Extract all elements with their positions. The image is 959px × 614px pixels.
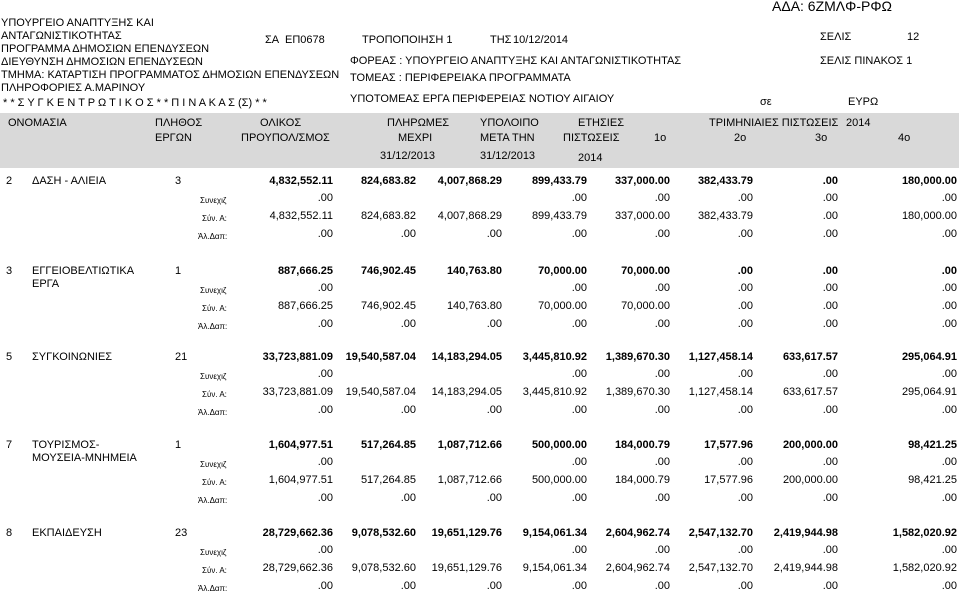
syn-a-value: .00 xyxy=(822,210,838,222)
main-value: 382,433.79 xyxy=(697,175,753,187)
group-code: 3 xyxy=(6,265,13,277)
syn-a-value: 887,666.25 xyxy=(277,300,333,312)
al-dap-value: .00 xyxy=(941,580,957,592)
col-plithos: ΠΛΗΘΟΣ xyxy=(155,117,203,129)
main-value: 98,421.25 xyxy=(908,439,957,451)
main-value: .00 xyxy=(737,265,753,277)
main-value: 200,000.00 xyxy=(782,439,838,451)
al-dap-value: .00 xyxy=(486,318,502,330)
syn-a-value: 746,902.45 xyxy=(360,300,416,312)
al-dap-value: .00 xyxy=(486,580,502,592)
syn-a-value: 1,582,020.92 xyxy=(892,562,957,574)
syn-a-value: 4,832,552.11 xyxy=(269,210,333,222)
main-value: 140,763.80 xyxy=(446,265,502,277)
al-dap-label: Άλ.Δαπ: xyxy=(198,232,228,241)
syn-a-value: 140,763.80 xyxy=(446,300,502,312)
synech-value: .00 xyxy=(822,544,838,556)
synech-value: .00 xyxy=(737,368,753,380)
main-value: 17,577.96 xyxy=(704,439,753,451)
col-q4: 4ο xyxy=(898,132,911,144)
col-onomasia: ΟΝΟΜΑΣΙΑ xyxy=(8,117,67,129)
synech-label: Συνεχιζ xyxy=(200,548,227,557)
main-value: 184,000.79 xyxy=(614,439,670,451)
al-dap-label: Άλ.Δαπ: xyxy=(198,584,228,593)
synech-value: .00 xyxy=(822,282,838,294)
col-mexri-date: 31/12/2013 xyxy=(380,150,436,162)
al-dap-value: .00 xyxy=(486,228,502,240)
group-name: ΜΟΥΣΕΙΑ-ΜΝΗΜΕΙΑ xyxy=(32,452,137,464)
col-triminiaies: ΤΡΙΜΗΝΙΑΙΕΣ ΠΙΣΤΩΣΕΙΣ xyxy=(709,117,839,129)
main-value: 295,064.91 xyxy=(901,351,957,363)
al-dap-value: .00 xyxy=(486,404,502,416)
group-code: 8 xyxy=(6,527,13,539)
al-dap-value: .00 xyxy=(654,492,670,504)
group-name: ΕΡΓΑ xyxy=(32,278,60,290)
main-value: 2,604,962.74 xyxy=(605,527,670,539)
al-dap-value: .00 xyxy=(571,228,587,240)
al-dap-value: .00 xyxy=(571,580,587,592)
synech-value: .00 xyxy=(941,368,957,380)
syn-a-value: 9,154,061.34 xyxy=(522,562,587,574)
group-count: 1 xyxy=(175,439,182,451)
al-dap-value: .00 xyxy=(941,492,957,504)
syn-a-label: Σύν. Α: xyxy=(202,214,227,223)
sa-code: ΕΠ0678 xyxy=(285,34,325,46)
group-name: ΕΚΠΑΙΔΕΥΣΗ xyxy=(32,527,102,539)
main-value: 2,547,132.70 xyxy=(688,527,753,539)
syn-a-value: 28,729,662.36 xyxy=(262,562,333,574)
org-line-3: ΠΡΟΓΡΑΜΜΑ ΔΗΜΟΣΙΩΝ ΕΠΕΝΔΥΣΕΩΝ xyxy=(1,43,210,55)
synech-value: .00 xyxy=(737,282,753,294)
syn-a-value: 200,000.00 xyxy=(782,474,838,486)
synech-value: .00 xyxy=(654,282,670,294)
synech-value: .00 xyxy=(571,544,587,556)
synech-value: .00 xyxy=(571,368,587,380)
synech-label: Συνεχιζ xyxy=(200,286,227,295)
main-value: 4,832,552.11 xyxy=(269,175,333,187)
syn-a-value: 70,000.00 xyxy=(621,300,670,312)
syn-a-value: 184,000.79 xyxy=(614,474,670,486)
al-dap-value: .00 xyxy=(400,318,416,330)
main-value: 9,154,061.34 xyxy=(522,527,587,539)
synech-value: .00 xyxy=(571,456,587,468)
group-count: 23 xyxy=(175,527,188,539)
synech-value: .00 xyxy=(822,456,838,468)
al-dap-value: .00 xyxy=(941,318,957,330)
main-value: 2,419,944.98 xyxy=(773,527,838,539)
col-trim-year: 2014 xyxy=(846,117,871,129)
al-dap-value: .00 xyxy=(400,228,416,240)
main-value: 1,087,712.66 xyxy=(437,439,502,451)
syn-a-value: 180,000.00 xyxy=(901,210,957,222)
col-etisies: ΕΤΗΣΙΕΣ xyxy=(578,117,624,129)
main-value: 746,902.45 xyxy=(360,265,416,277)
group-name: ΤΟΥΡΙΣΜΟΣ- xyxy=(32,439,100,451)
org-line-1: ΥΠΟΥΡΓΕΙΟ ΑΝΑΠΤΥΞΗΣ ΚΑΙ xyxy=(1,17,154,29)
main-value: 3,445,810.92 xyxy=(522,351,587,363)
synech-value: .00 xyxy=(737,192,753,204)
al-dap-value: .00 xyxy=(737,492,753,504)
syn-a-value: 98,421.25 xyxy=(908,474,957,486)
al-dap-value: .00 xyxy=(822,492,838,504)
syn-a-label: Σύν. Α: xyxy=(202,478,227,487)
al-dap-value: .00 xyxy=(317,404,333,416)
main-value: 28,729,662.36 xyxy=(262,527,333,539)
al-dap-value: .00 xyxy=(400,404,416,416)
syn-a-value: 1,604,977.51 xyxy=(268,474,333,486)
main-value: 500,000.00 xyxy=(531,439,587,451)
main-value: .00 xyxy=(941,265,957,277)
syn-a-value: 295,064.91 xyxy=(901,386,957,398)
tis-label: ΤΗΣ xyxy=(490,34,512,46)
syn-a-value: .00 xyxy=(941,300,957,312)
synech-value: .00 xyxy=(654,368,670,380)
main-value: 517,264.85 xyxy=(360,439,416,451)
syn-a-value: 824,683.82 xyxy=(360,210,416,222)
syn-a-value: 3,445,810.92 xyxy=(522,386,587,398)
synech-value: .00 xyxy=(654,192,670,204)
synech-value: .00 xyxy=(317,368,333,380)
org-line-4: ΔΙΕΥΘΥΝΣΗ ΔΗΜΟΣΙΩΝ ΕΠΕΝΔΥΣΕΩΝ xyxy=(1,56,203,68)
al-dap-value: .00 xyxy=(571,404,587,416)
col-q1: 1ο xyxy=(654,132,667,144)
main-value: 14,183,294.05 xyxy=(431,351,502,363)
syn-a-label: Σύν. Α: xyxy=(202,566,227,575)
syn-a-value: 70,000.00 xyxy=(538,300,587,312)
ypotomeas: ΥΠΟΤΟΜΕΑΣ ΕΡΓΑ ΠΕΡΙΦΕΡΕΙΑΣ ΝΟΤΙΟΥ ΑΙΓΑΙΟΥ xyxy=(350,93,615,105)
org-line-2: ΑΝΤΑΓΩΝΙΣΤΙΚΟΤΗΤΑΣ xyxy=(1,30,122,42)
syn-a-value: 17,577.96 xyxy=(704,474,753,486)
al-dap-value: .00 xyxy=(654,228,670,240)
al-dap-value: .00 xyxy=(822,318,838,330)
al-dap-value: .00 xyxy=(571,318,587,330)
al-dap-value: .00 xyxy=(654,580,670,592)
col-ergon: ΕΡΓΩΝ xyxy=(155,132,192,144)
foreas: ΦΟΡΕΑΣ : ΥΠΟΥΡΓΕΙΟ ΑΝΑΠΤΥΞΗΣ ΚΑΙ ΑΝΤΑΓΩΝΙΣΤΙΚΟΤΗΤΑΣ xyxy=(350,55,682,67)
main-value: 899,433.79 xyxy=(531,175,587,187)
main-value: 887,666.25 xyxy=(277,265,333,277)
col-q2: 2ο xyxy=(734,132,747,144)
synech-value: .00 xyxy=(571,192,587,204)
synech-value: .00 xyxy=(317,544,333,556)
syn-a-value: 2,547,132.70 xyxy=(688,562,753,574)
group-name: ΔΑΣΗ - ΑΛΙΕΙΑ xyxy=(32,175,107,187)
syn-a-value: 19,540,587.04 xyxy=(345,386,416,398)
main-value: 70,000.00 xyxy=(621,265,670,277)
col-olikos: ΟΛΙΚΟΣ xyxy=(260,117,302,129)
synech-value: .00 xyxy=(317,192,333,204)
synech-value: .00 xyxy=(654,544,670,556)
syn-a-value: 2,604,962.74 xyxy=(605,562,670,574)
main-value: 824,683.82 xyxy=(360,175,416,187)
main-value: .00 xyxy=(822,265,838,277)
col-meta-tin: ΜΕΤΑ ΤΗΝ xyxy=(480,132,535,144)
group-name: ΕΓΓΕΙΟΒΕΛΤΙΩΤΙΚΑ xyxy=(32,265,135,277)
al-dap-value: .00 xyxy=(317,318,333,330)
al-dap-label: Άλ.Δαπ: xyxy=(198,322,228,331)
synech-value: .00 xyxy=(822,192,838,204)
report-date: 10/12/2014 xyxy=(513,34,569,46)
col-pliromes: ΠΛΗΡΩΜΕΣ xyxy=(387,117,450,129)
al-dap-value: .00 xyxy=(737,580,753,592)
group-count: 3 xyxy=(175,175,182,187)
syn-a-value: 382,433.79 xyxy=(697,210,753,222)
group-code: 7 xyxy=(6,439,13,451)
main-value: 1,127,458.14 xyxy=(688,351,753,363)
syn-a-value: 2,419,944.98 xyxy=(773,562,838,574)
main-value: 9,078,532.60 xyxy=(351,527,416,539)
group-name: ΣΥΓΚΟΙΝΩΝΙΕΣ xyxy=(32,351,113,363)
al-dap-value: .00 xyxy=(737,228,753,240)
syn-a-label: Σύν. Α: xyxy=(202,304,227,313)
al-dap-label: Άλ.Δαπ: xyxy=(198,496,228,505)
synech-value: .00 xyxy=(822,368,838,380)
report-title: * * Σ Υ Γ Κ Ε Ν Τ Ρ Ω Τ Ι Κ Ο Σ * * Π Ι Ν Α Κ Α Σ (Σ) * * xyxy=(3,97,267,109)
syn-a-value: 899,433.79 xyxy=(531,210,587,222)
col-ypoloipo-date: 31/12/2013 xyxy=(480,150,536,162)
main-value: 33,723,881.09 xyxy=(262,351,333,363)
main-value: 1,389,670.30 xyxy=(605,351,670,363)
syn-a-value: 1,127,458.14 xyxy=(688,386,753,398)
syn-a-label: Σύν. Α: xyxy=(202,390,227,399)
al-dap-value: .00 xyxy=(400,492,416,504)
col-mexri: ΜΕΧΡΙ xyxy=(398,132,433,144)
main-value: 1,582,020.92 xyxy=(892,527,957,539)
al-dap-value: .00 xyxy=(317,492,333,504)
modification: ΤΡΟΠΟΠΟΙΗΣΗ 1 xyxy=(362,34,453,46)
unit-se: σε xyxy=(760,96,772,108)
main-value: 1,604,977.51 xyxy=(268,439,333,451)
group-count: 21 xyxy=(175,351,188,363)
col-ypoloipo: ΥΠΟΛΟΙΠΟ xyxy=(480,117,539,129)
table-page: ΣΕΛΙΣ ΠΙΝΑΚΟΣ 1 xyxy=(820,55,913,67)
syn-a-value: 1,087,712.66 xyxy=(437,474,502,486)
synech-value: .00 xyxy=(941,192,957,204)
synech-value: .00 xyxy=(737,544,753,556)
synech-label: Συνεχιζ xyxy=(200,460,227,469)
main-value: 337,000.00 xyxy=(614,175,670,187)
al-dap-value: .00 xyxy=(941,228,957,240)
group-code: 5 xyxy=(6,351,13,363)
al-dap-value: .00 xyxy=(571,492,587,504)
al-dap-value: .00 xyxy=(486,492,502,504)
syn-a-value: 9,078,532.60 xyxy=(351,562,416,574)
synech-value: .00 xyxy=(317,456,333,468)
al-dap-value: .00 xyxy=(400,580,416,592)
sa-label: ΣΑ xyxy=(265,34,280,46)
al-dap-value: .00 xyxy=(317,580,333,592)
syn-a-value: 4,007,868.29 xyxy=(437,210,502,222)
main-value: .00 xyxy=(822,175,838,187)
al-dap-value: .00 xyxy=(737,404,753,416)
col-pistoseis: ΠΙΣΤΩΣΕΙΣ xyxy=(563,132,620,144)
syn-a-value: 337,000.00 xyxy=(614,210,670,222)
synech-value: .00 xyxy=(941,456,957,468)
syn-a-value: 19,651,129.76 xyxy=(431,562,502,574)
syn-a-value: 14,183,294.05 xyxy=(431,386,502,398)
unit-euro: ΕΥΡΩ xyxy=(848,96,879,108)
synech-value: .00 xyxy=(737,456,753,468)
synech-label: Συνεχιζ xyxy=(200,372,227,381)
ada-code: ΑΔΑ: 6ΖΜΛΦ-ΡΦΩ xyxy=(772,0,892,14)
org-line-6: ΠΛΗΡΟΦΟΡΙΕΣ Α.ΜΑΡΙΝΟΥ xyxy=(1,82,146,94)
al-dap-value: .00 xyxy=(317,228,333,240)
synech-value: .00 xyxy=(571,282,587,294)
al-dap-value: .00 xyxy=(654,318,670,330)
page-number: 12 xyxy=(907,31,920,43)
main-value: 19,651,129.76 xyxy=(431,527,502,539)
al-dap-value: .00 xyxy=(822,404,838,416)
main-value: 633,617.57 xyxy=(782,351,838,363)
main-value: 19,540,587.04 xyxy=(345,351,416,363)
syn-a-value: .00 xyxy=(822,300,838,312)
synech-value: .00 xyxy=(941,544,957,556)
syn-a-value: .00 xyxy=(737,300,753,312)
al-dap-value: .00 xyxy=(737,318,753,330)
al-dap-label: Άλ.Δαπ: xyxy=(198,408,228,417)
group-count: 1 xyxy=(175,265,182,277)
al-dap-value: .00 xyxy=(822,228,838,240)
main-value: 4,007,868.29 xyxy=(437,175,502,187)
synech-value: .00 xyxy=(941,282,957,294)
synech-label: Συνεχιζ xyxy=(200,196,227,205)
syn-a-value: 500,000.00 xyxy=(531,474,587,486)
al-dap-value: .00 xyxy=(822,580,838,592)
syn-a-value: 33,723,881.09 xyxy=(262,386,333,398)
col-proypol: ΠΡΟΥΠΟΛ/ΣΜΟΣ xyxy=(241,132,330,144)
tomeas: ΤΟΜΕΑΣ : ΠΕΡΙΦΕΡΕΙΑΚΑ ΠΡΟΓΡΑΜΜΑΤΑ xyxy=(350,72,571,84)
main-value: 180,000.00 xyxy=(901,175,957,187)
org-line-5: ΤΜΗΜΑ: ΚΑΤΑΡΤΙΣΗ ΠΡΟΓΡΑΜΜΑΤΟΣ ΔΗΜΟΣΙΩΝ ΕΠΕΝΔΥΣΕΩΝ xyxy=(1,69,340,81)
main-value: 70,000.00 xyxy=(538,265,587,277)
syn-a-value: 633,617.57 xyxy=(782,386,838,398)
group-code: 2 xyxy=(6,175,13,187)
col-etisies-year: 2014 xyxy=(578,152,603,164)
al-dap-value: .00 xyxy=(654,404,670,416)
col-q3: 3ο xyxy=(815,132,828,144)
syn-a-value: 1,389,670.30 xyxy=(605,386,670,398)
synech-value: .00 xyxy=(654,456,670,468)
syn-a-value: 517,264.85 xyxy=(360,474,416,486)
page-label: ΣΕΛΙΣ xyxy=(820,31,852,43)
al-dap-value: .00 xyxy=(941,404,957,416)
synech-value: .00 xyxy=(317,282,333,294)
